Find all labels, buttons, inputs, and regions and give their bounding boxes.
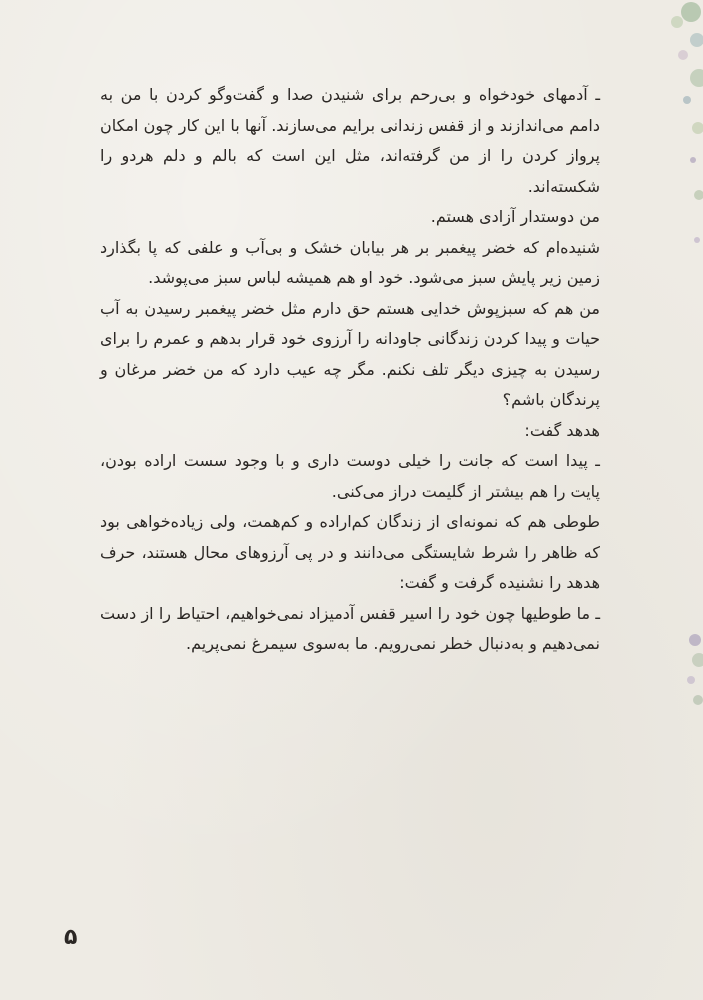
paragraph: من هم که سبزپوش خدایی هستم حق دارم مثل خضر پیغمبر رسیدن به آب حیات و پیدا کردن زندگانی جاودانه را آرزوی خود قرار بدهم و عمرم را برای رسیدن به چیزی دیگر تلف نکنم. مگر چه عیب دارد که من خضر مرغان و پرندگان باشم؟ <box>100 298 600 409</box>
body-text <box>100 80 600 660</box>
paragraph: ـ ما طوطیها چون خود را اسیر قفس آدمیزاد نمی‌خواهیم، احتیاط را از دست نمی‌دهیم و به‌دنبال خطر نمی‌رویم. ما به‌سوی سیمرغ نمی‌پریم. <box>100 603 600 653</box>
paragraph: من دوستدار آزادی هستم. <box>430 207 600 226</box>
paragraph: ـ پیدا است که جانت را خیلی دوست داری و با وجود سست اراده بودن، پایت را هم بیشتر از گلیمت دراز می‌کنی. <box>100 451 600 501</box>
paragraph: ـ آدمهای خودخواه و بی‌رحم برای شنیدن صدا و گفت‌وگو کردن با من به دامم می‌اندازند و از قفس زندانی برایم می‌سازند. آنها با این کار چون امکان پرواز کردن را از من گرفته‌اند، مثل این است که بالم و دلم هردو را شکسته‌اند. <box>100 85 600 196</box>
page-number: ۵ <box>64 925 78 950</box>
paragraph: طوطی هم که نمونه‌ای از زندگان کم‌اراده و کم‌همت، ولی زیاده‌خواهی بود که ظاهر را شرط شایستگی می‌دانند و در پی آرزوهای محال هستند، حرف هدهد را نشنیده گرفت و گفت: <box>100 512 600 592</box>
paragraph: شنیده‌ام که خضر پیغمبر بر هر بیابان خشک و بی‌آب و علفی که پا بگذارد زمین زیر پایش سبز می‌شود. خود او هم همیشه لباس سبز می‌پوشد. <box>100 237 600 287</box>
paragraph: هدهد گفت: <box>524 420 600 440</box>
decorative-floral-edge <box>613 0 703 1000</box>
